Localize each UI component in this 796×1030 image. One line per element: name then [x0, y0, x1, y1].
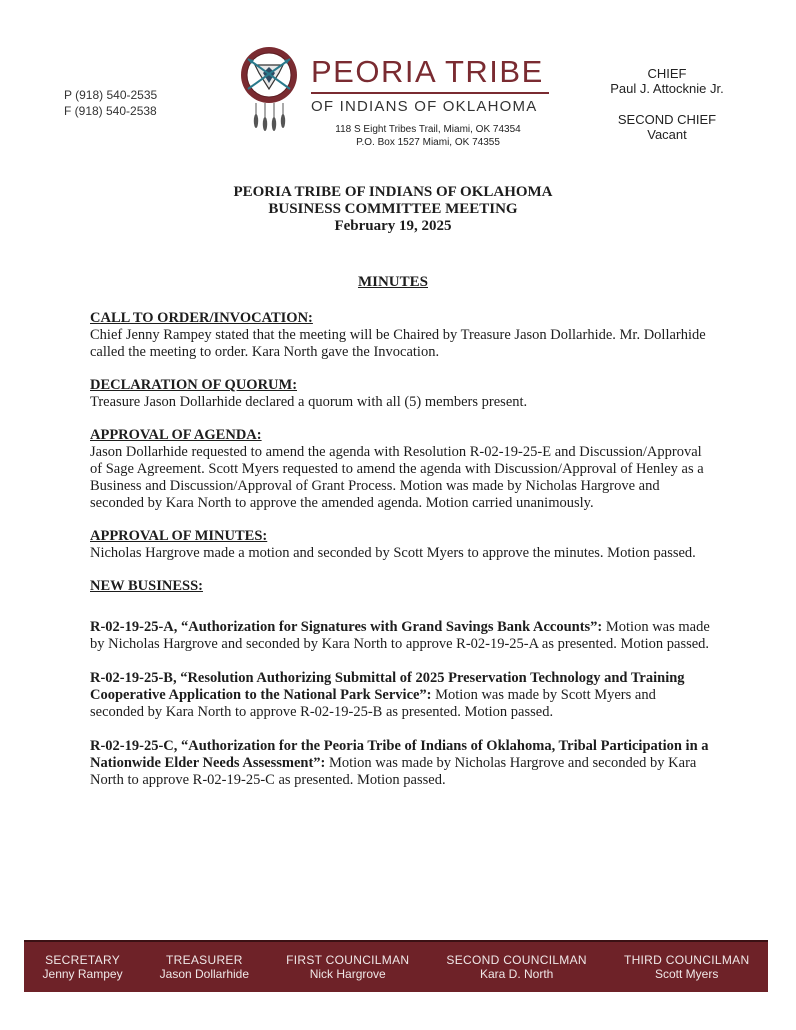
header-date: February 19, 2025	[334, 218, 452, 234]
resolution-item	[90, 670, 710, 721]
section-text: Nicholas Hargrove made a motion and seconded by Scott Myers to approve the minutes. Motion passed.	[90, 545, 696, 561]
resolution-item	[90, 738, 710, 789]
resolution-item	[90, 619, 710, 653]
section-minutes-approval	[90, 528, 710, 562]
section-heading: APPROVAL OF MINUTES:	[90, 528, 268, 544]
brand-divider	[311, 92, 549, 94]
footer-officer-treasurer	[160, 953, 249, 981]
officer-role: SECRETARY	[45, 953, 121, 967]
page-title: MINUTES	[357, 274, 428, 290]
resolution-text: Motion was made by Nicholas Hargrove and seconded by Kara North to approve R-02-19-25-C as presented. Motion passed.	[90, 755, 697, 788]
phone-number: P (918) 540-2535	[64, 88, 158, 102]
header-meeting: BUSINESS COMMITTEE MEETING	[268, 201, 518, 217]
contact-numbers	[64, 87, 157, 119]
section-text: Chief Jenny Rampey stated that the meeting will be Chaired by Treasure Jason Dollarhide. Mr. Dollarhide called the meeting to order. Kara North gave the Invocation.	[90, 327, 706, 360]
officer-role: FIRST COUNCILMAN	[286, 953, 410, 967]
second-chief-name: Vacant	[647, 127, 687, 142]
officer-role: SECOND COUNCILMAN	[446, 953, 587, 967]
section-new-business	[90, 578, 710, 789]
peoria-seal-logo	[238, 45, 300, 133]
section-call-to-order	[90, 310, 710, 361]
organization-brand	[311, 55, 551, 115]
minutes-body	[90, 310, 710, 806]
resolution-text: Motion was made by Scott Myers and seconded by Kara North to approve R-02-19-25-B as presented. Motion passed.	[90, 687, 656, 720]
officer-name: Scott Myers	[654, 967, 719, 981]
officer-name: Kara D. North	[479, 967, 554, 981]
section-heading: DECLARATION OF QUORUM:	[90, 377, 298, 393]
section-heading: APPROVAL OF AGENDA:	[90, 427, 262, 443]
section-agenda	[90, 427, 710, 512]
organization-subtitle: OF INDIANS OF OKLAHOMA	[311, 98, 538, 115]
chief-title: CHIEF	[647, 66, 687, 81]
section-quorum	[90, 377, 710, 411]
address-line-1: 118 S Eight Tribes Trail, Miami, OK 74354	[335, 124, 521, 135]
section-heading: CALL TO ORDER/INVOCATION:	[90, 310, 313, 326]
section-heading: NEW BUSINESS:	[90, 578, 203, 594]
fax-number: F (918) 540-2538	[64, 104, 157, 118]
resolution-title: R-02-19-25-B, “Resolution Authorizing Submittal of 2025 Preservation Technology and Training Cooperative Application to the National Park Service”:	[90, 670, 685, 703]
footer-officer-secretary	[43, 953, 123, 981]
officer-role: TREASURER	[165, 953, 243, 967]
organization-name: PEORIA TRIBE	[311, 54, 544, 89]
resolution-title: R-02-19-25-C, “Authorization for the Peoria Tribe of Indians of Oklahoma, Tribal Participation in a Nationwide Elder Needs Assessment”:	[90, 738, 709, 771]
footer-officer-first-councilman	[286, 953, 409, 981]
second-chief-title: SECOND CHIEF	[617, 112, 717, 127]
address-line-2: P.O. Box 1527 Miami, OK 74355	[356, 137, 500, 148]
officer-name: Jason Dollarhide	[159, 967, 250, 981]
officer-name: Jenny Rampey	[42, 967, 123, 981]
chief-name: Paul J. Attocknie Jr.	[610, 81, 724, 96]
section-text: Jason Dollarhide requested to amend the agenda with Resolution R-02-19-25-E and Discussion/Approval of Sage Agreement. Scott Myers requested to amend the agenda with Discussion/Approval of Henley as a Business and Discussion/Approval of Grant Process. Motion was made by Nicholas Hargrove and seconded by Kara North to approve the amended agenda. Motion carried unanimously.	[90, 444, 704, 511]
officer-name: Nick Hargrove	[309, 967, 386, 981]
mailing-address	[318, 123, 538, 149]
header-organization: PEORIA TRIBE OF INDIANS OF OKLAHOMA	[233, 184, 553, 200]
document-header	[0, 184, 786, 235]
footer-officer-third-councilman	[624, 953, 749, 981]
chief-block	[600, 66, 734, 142]
officers-footer	[24, 940, 768, 992]
officer-role: THIRD COUNCILMAN	[623, 953, 750, 967]
resolution-title: R-02-19-25-A, “Authorization for Signatures with Grand Savings Bank Accounts”:	[90, 619, 603, 635]
footer-officer-second-councilman	[446, 953, 586, 981]
resolution-text: Motion was made by Nicholas Hargrove and seconded by Kara North to approve R-02-19-25-A as presented. Motion passed.	[90, 619, 710, 652]
section-text: Treasure Jason Dollarhide declared a quorum with all (5) members present.	[90, 394, 528, 410]
